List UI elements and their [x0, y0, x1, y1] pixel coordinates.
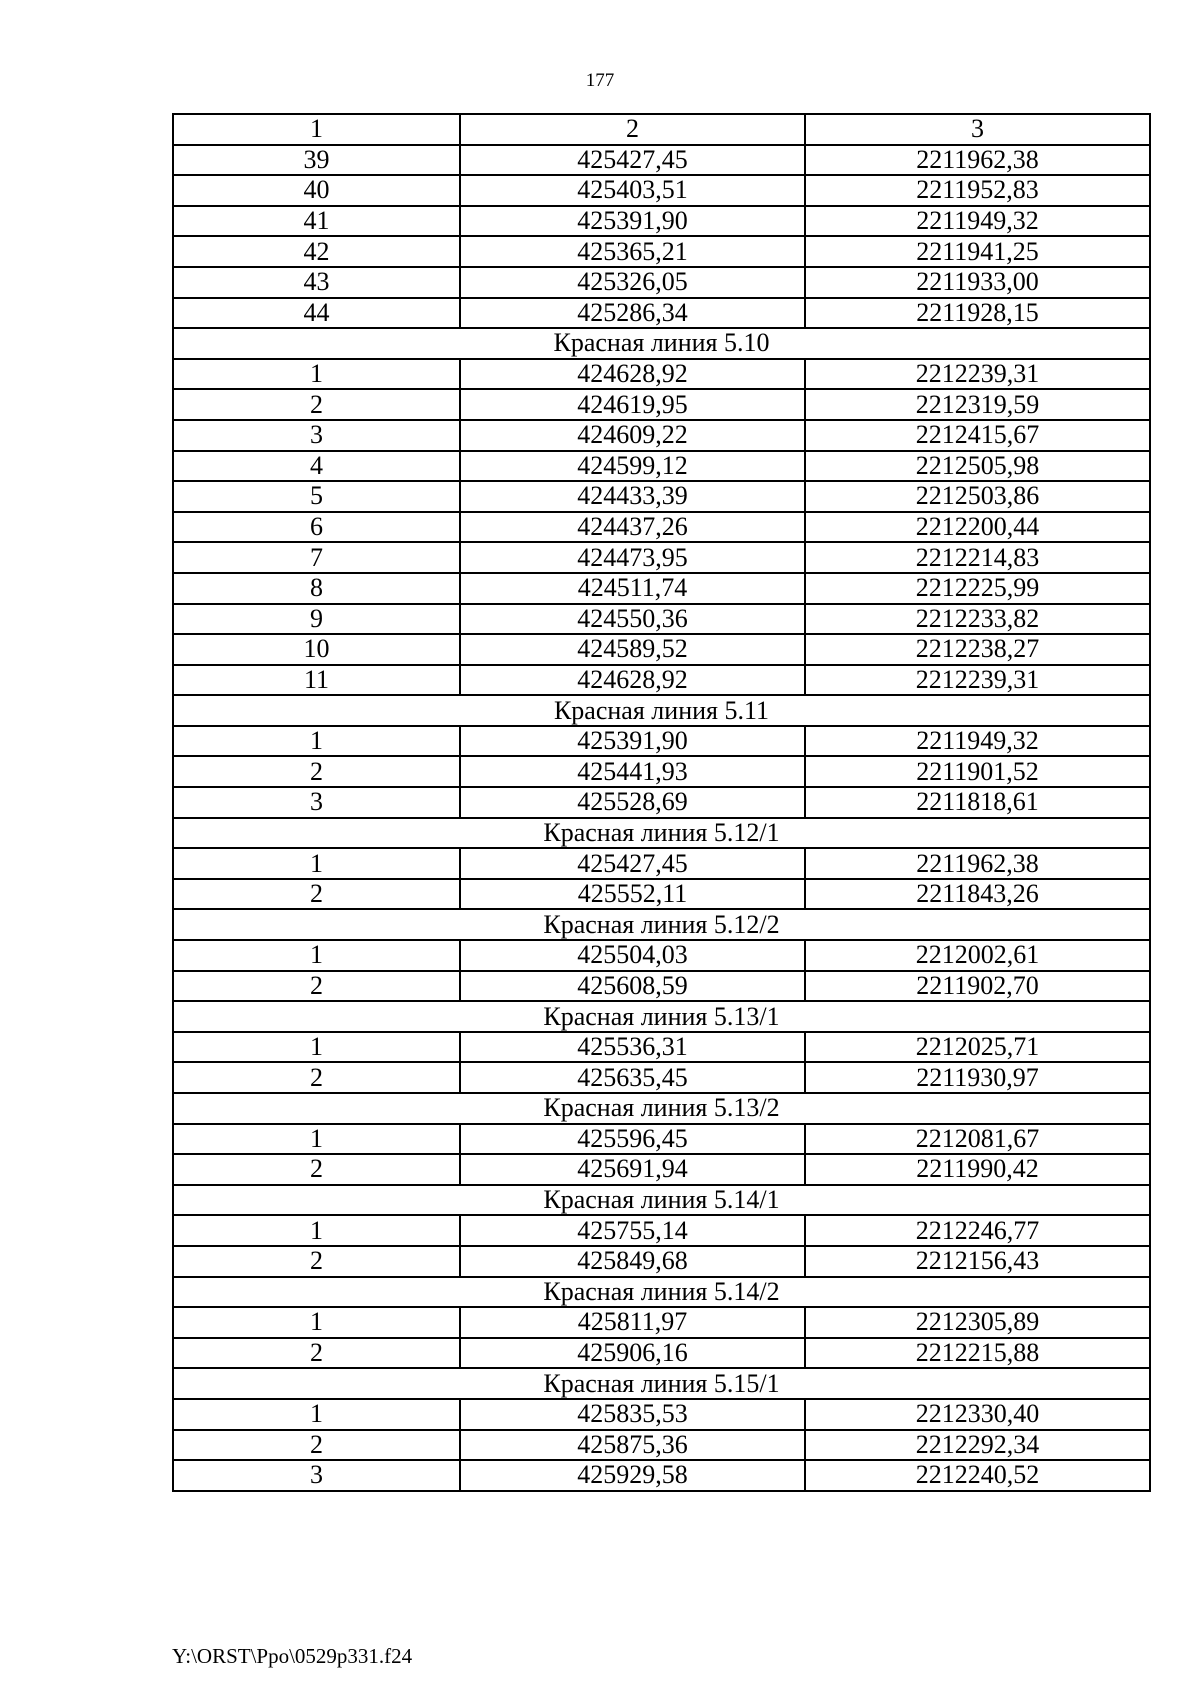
table-row: [173, 1399, 1150, 1430]
cell-y-coordinate: 2211952,83: [805, 175, 1150, 206]
cell-x-coordinate: 425811,97: [460, 1307, 805, 1338]
cell-x-coordinate: 424619,95: [460, 389, 805, 420]
cell-point-number: 2: [173, 1246, 460, 1277]
cell-y-coordinate: 2211933,00: [805, 267, 1150, 298]
cell-y-coordinate: 2212225,99: [805, 573, 1150, 604]
header-cell-x: 2: [460, 114, 805, 145]
cell-y-coordinate: 2212503,86: [805, 481, 1150, 512]
cell-x-coordinate: 425929,58: [460, 1460, 805, 1491]
cell-point-number: 6: [173, 512, 460, 543]
cell-point-number: 2: [173, 1154, 460, 1185]
cell-point-number: 1: [173, 726, 460, 757]
cell-y-coordinate: 2211949,32: [805, 726, 1150, 757]
section-row: [173, 1093, 1150, 1124]
cell-y-coordinate: 2211949,32: [805, 206, 1150, 237]
section-row: [173, 328, 1150, 359]
cell-y-coordinate: 2212238,27: [805, 634, 1150, 665]
footer-file-path: Y:\ORST\Ppo\0529p331.f24: [172, 1644, 413, 1668]
cell-x-coordinate: 425427,45: [460, 145, 805, 176]
section-title: Красная линия 5.12/2: [173, 909, 1150, 940]
table-row: [173, 1460, 1150, 1491]
cell-y-coordinate: 2212292,34: [805, 1430, 1150, 1461]
section-title: Красная линия 5.10: [173, 328, 1150, 359]
cell-y-coordinate: 2212002,61: [805, 940, 1150, 971]
cell-x-coordinate: 425849,68: [460, 1246, 805, 1277]
cell-y-coordinate: 2212505,98: [805, 451, 1150, 482]
cell-y-coordinate: 2211990,42: [805, 1154, 1150, 1185]
cell-y-coordinate: 2211941,25: [805, 236, 1150, 267]
table-row: [173, 1124, 1150, 1155]
cell-x-coordinate: 425441,93: [460, 756, 805, 787]
cell-point-number: 43: [173, 267, 460, 298]
section-title: Красная линия 5.14/1: [173, 1185, 1150, 1216]
cell-y-coordinate: 2212246,77: [805, 1215, 1150, 1246]
table-row: [173, 512, 1150, 543]
section-title: Красная линия 5.11: [173, 695, 1150, 726]
table-row: [173, 1062, 1150, 1093]
header-cell-y: 3: [805, 114, 1150, 145]
cell-x-coordinate: 425528,69: [460, 787, 805, 818]
section-row: [173, 1368, 1150, 1399]
cell-x-coordinate: 425755,14: [460, 1215, 805, 1246]
cell-point-number: 2: [173, 971, 460, 1002]
cell-point-number: 10: [173, 634, 460, 665]
cell-y-coordinate: 2212214,83: [805, 542, 1150, 573]
cell-x-coordinate: 424511,74: [460, 573, 805, 604]
cell-y-coordinate: 2211818,61: [805, 787, 1150, 818]
table-row: [173, 389, 1150, 420]
cell-x-coordinate: 425326,05: [460, 267, 805, 298]
table-row: [173, 848, 1150, 879]
cell-x-coordinate: 425635,45: [460, 1062, 805, 1093]
cell-y-coordinate: 2211928,15: [805, 298, 1150, 329]
table-row: [173, 634, 1150, 665]
cell-point-number: 4: [173, 451, 460, 482]
cell-x-coordinate: 425691,94: [460, 1154, 805, 1185]
cell-y-coordinate: 2212239,31: [805, 665, 1150, 696]
section-row: [173, 1185, 1150, 1216]
cell-point-number: 2: [173, 756, 460, 787]
cell-point-number: 2: [173, 389, 460, 420]
cell-y-coordinate: 2212156,43: [805, 1246, 1150, 1277]
cell-x-coordinate: 425427,45: [460, 848, 805, 879]
section-row: [173, 1277, 1150, 1308]
table-row: [173, 665, 1150, 696]
cell-point-number: 11: [173, 665, 460, 696]
cell-y-coordinate: 2212239,31: [805, 359, 1150, 390]
cell-point-number: 39: [173, 145, 460, 176]
cell-y-coordinate: 2211901,52: [805, 756, 1150, 787]
cell-point-number: 2: [173, 879, 460, 910]
cell-y-coordinate: 2211930,97: [805, 1062, 1150, 1093]
section-row: [173, 909, 1150, 940]
cell-y-coordinate: 2212240,52: [805, 1460, 1150, 1491]
cell-x-coordinate: 425552,11: [460, 879, 805, 910]
section-row: [173, 818, 1150, 849]
coordinates-table: [172, 113, 1151, 1492]
table-row: [173, 1246, 1150, 1277]
cell-point-number: 41: [173, 206, 460, 237]
table-row: [173, 206, 1150, 237]
page-number: 177: [585, 70, 615, 91]
table-row: [173, 267, 1150, 298]
cell-x-coordinate: 424433,39: [460, 481, 805, 512]
cell-y-coordinate: 2212415,67: [805, 420, 1150, 451]
cell-point-number: 1: [173, 1215, 460, 1246]
section-row: [173, 1001, 1150, 1032]
cell-y-coordinate: 2211902,70: [805, 971, 1150, 1002]
cell-point-number: 2: [173, 1062, 460, 1093]
cell-x-coordinate: 425504,03: [460, 940, 805, 971]
cell-x-coordinate: 424628,92: [460, 359, 805, 390]
cell-point-number: 1: [173, 1399, 460, 1430]
cell-point-number: 1: [173, 359, 460, 390]
cell-x-coordinate: 424599,12: [460, 451, 805, 482]
cell-y-coordinate: 2211962,38: [805, 145, 1150, 176]
cell-x-coordinate: 425365,21: [460, 236, 805, 267]
section-title: Красная линия 5.13/1: [173, 1001, 1150, 1032]
table-body: [173, 145, 1150, 1491]
cell-point-number: 44: [173, 298, 460, 329]
table-row: [173, 481, 1150, 512]
cell-x-coordinate: 424550,36: [460, 604, 805, 635]
cell-x-coordinate: 425286,34: [460, 298, 805, 329]
header-row: [173, 114, 1150, 145]
cell-x-coordinate: 425875,36: [460, 1430, 805, 1461]
cell-x-coordinate: 425536,31: [460, 1032, 805, 1063]
cell-x-coordinate: 424589,52: [460, 634, 805, 665]
section-title: Красная линия 5.13/2: [173, 1093, 1150, 1124]
table-row: [173, 175, 1150, 206]
cell-point-number: 2: [173, 1430, 460, 1461]
cell-point-number: 8: [173, 573, 460, 604]
cell-point-number: 1: [173, 1124, 460, 1155]
table-row: [173, 420, 1150, 451]
cell-point-number: 1: [173, 848, 460, 879]
cell-y-coordinate: 2212215,88: [805, 1338, 1150, 1369]
table-row: [173, 879, 1150, 910]
section-title: Красная линия 5.12/1: [173, 818, 1150, 849]
table-row: [173, 1307, 1150, 1338]
cell-x-coordinate: 424628,92: [460, 665, 805, 696]
table-row: [173, 573, 1150, 604]
cell-point-number: 42: [173, 236, 460, 267]
cell-point-number: 2: [173, 1338, 460, 1369]
cell-x-coordinate: 425608,59: [460, 971, 805, 1002]
cell-point-number: 1: [173, 1032, 460, 1063]
cell-y-coordinate: 2212081,67: [805, 1124, 1150, 1155]
cell-x-coordinate: 425596,45: [460, 1124, 805, 1155]
cell-y-coordinate: 2212025,71: [805, 1032, 1150, 1063]
table-row: [173, 971, 1150, 1002]
cell-point-number: 1: [173, 940, 460, 971]
cell-x-coordinate: 425391,90: [460, 726, 805, 757]
cell-x-coordinate: 425391,90: [460, 206, 805, 237]
table-row: [173, 236, 1150, 267]
table-row: [173, 756, 1150, 787]
table-row: [173, 726, 1150, 757]
section-title: Красная линия 5.15/1: [173, 1368, 1150, 1399]
table-row: [173, 145, 1150, 176]
cell-y-coordinate: 2212305,89: [805, 1307, 1150, 1338]
table-row: [173, 1430, 1150, 1461]
cell-point-number: 3: [173, 420, 460, 451]
table-row: [173, 1154, 1150, 1185]
cell-point-number: 1: [173, 1307, 460, 1338]
section-row: [173, 695, 1150, 726]
cell-point-number: 40: [173, 175, 460, 206]
table-row: [173, 1215, 1150, 1246]
table-row: [173, 359, 1150, 390]
cell-point-number: 7: [173, 542, 460, 573]
table-row: [173, 451, 1150, 482]
cell-y-coordinate: 2211843,26: [805, 879, 1150, 910]
cell-x-coordinate: 425835,53: [460, 1399, 805, 1430]
cell-point-number: 9: [173, 604, 460, 635]
table-row: [173, 787, 1150, 818]
table-row: [173, 604, 1150, 635]
cell-y-coordinate: 2212319,59: [805, 389, 1150, 420]
table-row: [173, 542, 1150, 573]
section-title: Красная линия 5.14/2: [173, 1277, 1150, 1308]
cell-point-number: 3: [173, 1460, 460, 1491]
cell-x-coordinate: 424473,95: [460, 542, 805, 573]
cell-y-coordinate: 2211962,38: [805, 848, 1150, 879]
cell-y-coordinate: 2212200,44: [805, 512, 1150, 543]
cell-point-number: 5: [173, 481, 460, 512]
cell-y-coordinate: 2212233,82: [805, 604, 1150, 635]
cell-x-coordinate: 424437,26: [460, 512, 805, 543]
table-header: [173, 114, 1150, 145]
header-cell-point-number: 1: [173, 114, 460, 145]
table-row: [173, 1032, 1150, 1063]
table-row: [173, 1338, 1150, 1369]
table-row: [173, 940, 1150, 971]
cell-y-coordinate: 2212330,40: [805, 1399, 1150, 1430]
table-row: [173, 298, 1150, 329]
cell-x-coordinate: 424609,22: [460, 420, 805, 451]
cell-x-coordinate: 425403,51: [460, 175, 805, 206]
cell-x-coordinate: 425906,16: [460, 1338, 805, 1369]
cell-point-number: 3: [173, 787, 460, 818]
